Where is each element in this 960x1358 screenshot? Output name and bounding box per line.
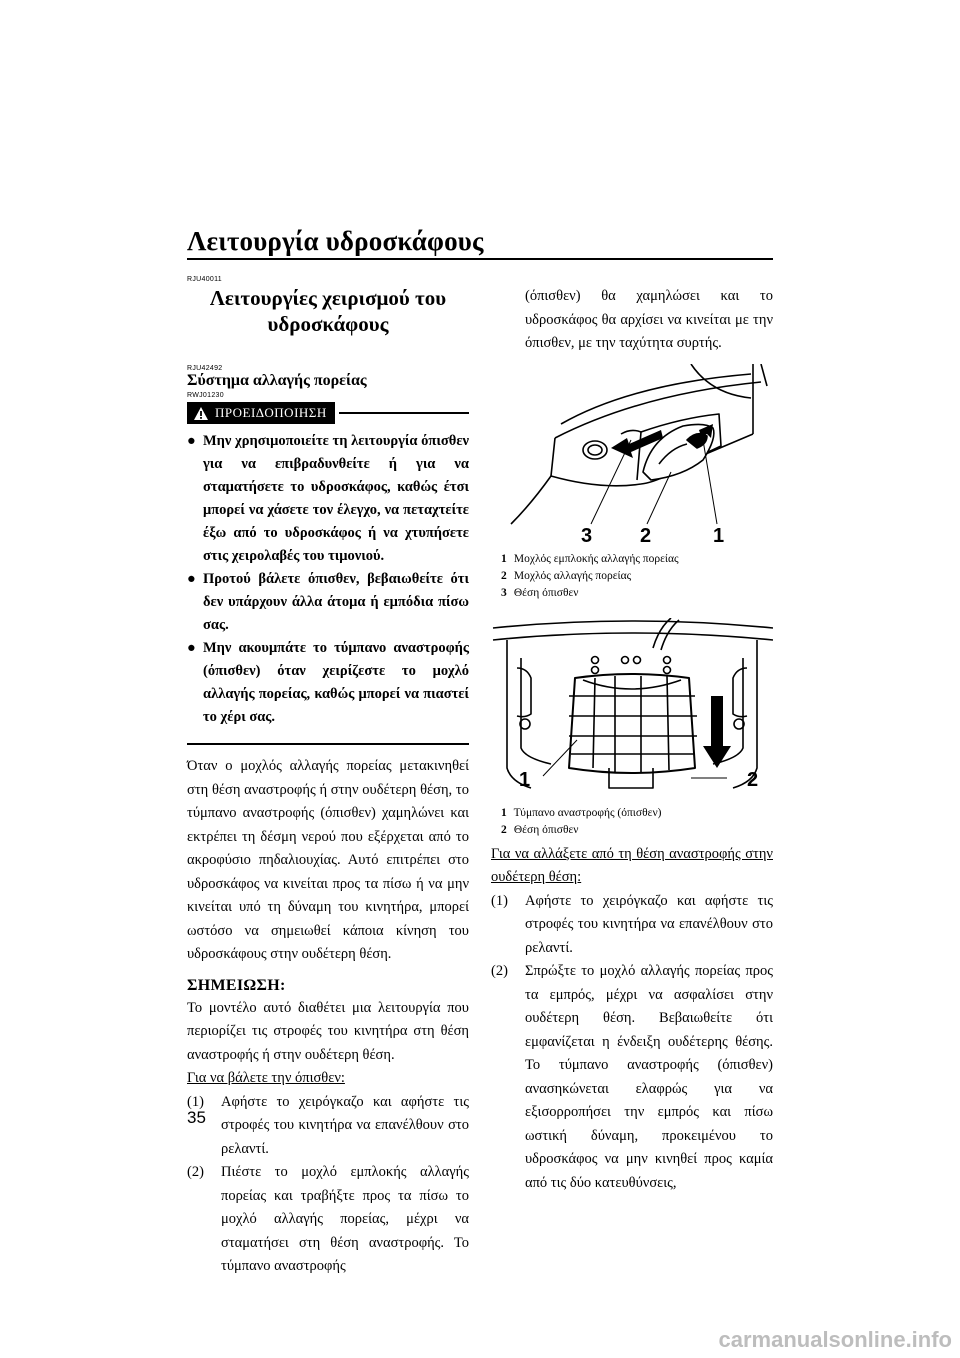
step-item: (2) Πιέστε το μοχλό εμπλοκής αλλαγής πορείας και τραβήξτε προς τα πίσω το μοχλό αλλαγής πορείας, μέχρι να σταματήσει στη θέση αναστροφής. Το τύμπανο αναστροφής [187, 1164, 469, 1274]
warning-item: ● Μην χρησιμοποιείτε τη λειτουργία όπισθεν για να επιβραδυνθείτε ή για να σταματήσετε το υδροσκάφος, καθώς έτσι μπορεί να χάσετε τον έλεγχο, να πεταχτείτε έξω από το υδροσκάφος ή να χτυπήσετε στις χειρολαβές του τιμονιού. [187, 430, 469, 568]
figure-reverse-bucket [491, 618, 773, 839]
callout-3: 3 [581, 524, 593, 542]
section-title-line-2: υδροσκάφους [267, 312, 389, 336]
callout-1: 1 [519, 768, 531, 791]
page-number: 35 [187, 1108, 206, 1127]
note-heading: ΣΗΜΕΙΩΣΗ: [187, 976, 286, 994]
step-item: (1) Αφήστε το χειρόγκαζο και αφήστε τις στροφές του κινητήρα να επανέλθουν στο ρελαντί. [491, 892, 773, 956]
legend-item: 2 Μοχλός αλλαγής πορείας [501, 569, 632, 582]
bullet-icon: ● [187, 433, 196, 449]
note-text: Το μοντέλο αυτό διαθέτει μια λειτουργία που περιορίζει τις στροφές του κινητήρα στη θέση αναστροφής ή στην ουδέτερη θέση. [187, 999, 469, 1063]
footer-watermark: carmanualsonline.info [718, 1327, 952, 1352]
body-paragraph: Όταν ο μοχλός αλλαγής πορείας μετακινηθεί στη θέση αναστροφής ή στην ουδέτερη θέση, το τύμπανο αναστροφής (όπισθεν) χαμηλώνει και εκτρέπει τη δέσμη νερού που εξέρχεται από το ακροφύσιο πηδαλιουχίας. Αυτό επιτρέπει στο υδροσκάφος να κινείται προς τα πίσω ή να μην κινείται υπό τη δύναμη του κινητήρα, μπορεί ωστόσο να σημειωθεί κάποια κίνηση του υδροσκάφους στην ουδέτερη θέση. [187, 758, 469, 962]
page-header-title: Λειτουργία υδροσκάφους [187, 226, 484, 256]
warning-badge [187, 402, 335, 424]
figure1-legend [501, 551, 773, 602]
warning-item: ● Μην ακουμπάτε το τύμπανο αναστροφής (όπισθεν) όταν χειρίζεστε το μοχλό αλλαγής πορείας, καθώς μπορεί να πιαστεί το χέρι σας. [187, 637, 469, 729]
bullet-icon: ● [187, 640, 196, 656]
shift-lever-illustration [491, 364, 773, 542]
warning-header [187, 402, 469, 424]
warning-rule [339, 412, 469, 414]
legend-item: 1 Τύμπανο αναστροφής (όπισθεν) [501, 806, 662, 819]
figure-shift-lever [491, 364, 773, 602]
bullet-icon: ● [187, 571, 196, 587]
warning-code: RWJ01230 [187, 392, 224, 399]
step-item: (2) Σπρώξτε το μοχλό αλλαγής πορείας προς τα εμπρός, μέχρι να ασφαλίσει στην ουδέτερη θέση. Βεβαιωθείτε ότι εμφανίζεται η ένδειξη ουδέτερης θέσης. Το τύμπανο αναστροφής (όπισθεν) ανασηκώνεται ελαφρώς για να εξισορροπήσει την εμπρός και πίσω ωστική δύναμη, προκειμένου το υδροσκάφος να μην κινηθεί προς καμία από τις δύο κατευθύνσεις, [491, 963, 773, 1191]
legend-item: 2 Θέση όπισθεν [501, 823, 579, 836]
warning-triangle-icon [193, 406, 209, 421]
warning-item: ● Προτού βάλετε όπισθεν, βεβαιωθείτε ότι δεν υπάρχουν άλλα άτομα ή εμπόδια πίσω σας. [187, 568, 469, 637]
callout-1: 1 [713, 524, 725, 542]
step-item: (1) Αφήστε το χειρόγκαζο και αφήστε τις στροφές του κινητήρα να επανέλθουν στο ρελαντί. [187, 1093, 469, 1157]
figure2-legend [501, 805, 773, 839]
warning-end-rule [187, 743, 469, 745]
right-column [491, 285, 773, 1195]
legend-item: 1 Μοχλός εμπλοκής αλλαγής πορείας [501, 552, 679, 565]
section-title [187, 285, 469, 337]
section-code: RJU40011 [187, 276, 222, 283]
callout-2: 2 [640, 524, 652, 542]
warning-label: ΠΡΟΕΙΔΟΠΟΙΗΣΗ [215, 405, 327, 420]
legend-item: 3 Θέση όπισθεν [501, 586, 579, 599]
callout-2: 2 [747, 768, 759, 791]
subsection-code: RJU42492 [187, 365, 223, 372]
continued-text: (όπισθεν) θα χαμηλώσει και το υδροσκάφος θα αρχίσει να κινείται με την όπισθεν, με την ταχύτητα συρτής. [525, 288, 773, 351]
section-title-line-1: Λειτουργίες χειρισμού του [209, 286, 447, 310]
neutral-heading: Για να αλλάξετε από τη θέση αναστροφής στην ουδέτερη θέση: [491, 845, 773, 885]
reverse-bucket-illustration [491, 618, 773, 796]
subsection-title: Σύστημα αλλαγής πορείας [187, 372, 367, 389]
warning-list [187, 430, 469, 729]
left-column [187, 276, 469, 1279]
header-rule [187, 258, 773, 260]
reverse-heading: Για να βάλετε την όπισθεν: [187, 1070, 345, 1086]
